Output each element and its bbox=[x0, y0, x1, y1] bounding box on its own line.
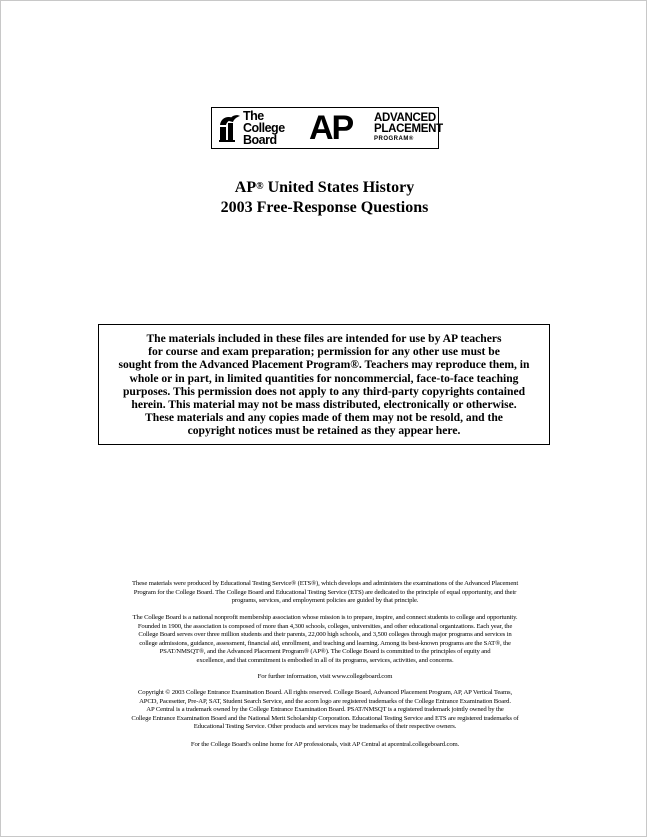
title-registered-mark: ® bbox=[256, 181, 264, 192]
fine-line: AP Central is a trademark owned by the College Entrance Examination Board. PSAT/NMSQT is a registered trademark jointly owned by the bbox=[146, 706, 504, 714]
fine-line: The College Board is a national nonprofit membership association whose mission is to prepare, inspire, and connect students to college and opportunity. bbox=[132, 614, 518, 621]
college-board-paragraph bbox=[99, 614, 551, 666]
fine-line: PSAT/NMSQT®, and the Advanced Placement Program® (AP®). The College Board is committed to the principles of equity and bbox=[159, 648, 491, 656]
ets-paragraph bbox=[99, 580, 551, 606]
fine-line: Educational Testing Service. Other products and services may be trademarks of their respective owners. bbox=[193, 723, 457, 731]
ap-word-placement: PLACEMENT bbox=[374, 123, 443, 135]
title-ap: AP bbox=[234, 179, 257, 196]
fine-line: These materials were produced by Educational Testing Service® (ETS®), which develops and administers the examinations of the Advanced Placement bbox=[131, 580, 519, 587]
fine-line: College Board serves over three million students and their parents, 22,000 high schools, and 3,500 colleges through major programs and services in bbox=[138, 631, 512, 639]
usage-notice-box bbox=[98, 324, 550, 445]
acorn-icon bbox=[217, 113, 241, 143]
college-board-wordmark bbox=[243, 110, 305, 146]
fine-line: Program for the College Board. The College Board and Educational Testing Service (ETS) are dedicated to the principle of equal opportunity, and their bbox=[133, 588, 517, 596]
notice-line: sought from the Advanced Placement Program®. Teachers may reproduce them, in bbox=[118, 358, 530, 372]
ap-word-program: PROGRAM® bbox=[374, 136, 414, 142]
copyright-paragraph bbox=[99, 689, 551, 732]
notice-line: copyright notices must be retained as they appear here. bbox=[187, 424, 461, 438]
logo-line-the: The bbox=[243, 109, 264, 123]
fine-line: programs, services, and employment policies are guided by that principle. bbox=[231, 597, 419, 605]
logo-line-college: College bbox=[243, 121, 285, 135]
ap-word-advanced: ADVANCED bbox=[374, 112, 436, 124]
document-title bbox=[1, 178, 647, 198]
college-board-ap-logo bbox=[211, 107, 443, 149]
notice-line: for course and exam preparation; permission for any other use must be bbox=[148, 345, 500, 359]
notice-line: herein. This material may not be mass distributed, electronically or otherwise. bbox=[131, 398, 517, 412]
fine-line: excellence, and that commitment is embodied in all of its programs, services, activities, and concerns. bbox=[196, 656, 454, 664]
ap-central-line: For the College Board's online home for AP professionals, visit AP Central at apcentral.collegeboard.com. bbox=[190, 741, 460, 748]
notice-line: These materials and any copies made of them may not be resold, and the bbox=[145, 411, 503, 425]
title-subject: United States History bbox=[263, 179, 415, 196]
notice-line: whole or in part, in limited quantities for noncommercial, face-to-face teaching bbox=[129, 371, 519, 385]
notice-line: The materials included in these files are intended for use by AP teachers bbox=[146, 332, 502, 345]
fine-line: APCD, Pacesetter, Pre-AP, SAT, Student Search Service, and the acorn logo are registered trademarks of the College Entrance Examination Board. bbox=[139, 697, 511, 705]
document-subtitle: 2003 Free-Response Questions bbox=[220, 199, 429, 216]
logo-line-board: Board bbox=[243, 133, 277, 147]
fine-line: Founded in 1900, the association is composed of more than 4,300 schools, colleges, universities, and other educational organizations. Each year, the bbox=[137, 622, 513, 630]
ap-letters: AP bbox=[309, 109, 353, 147]
fine-line: college admissions, guidance, assessment, financial aid, enrollment, and teaching and learning. Among its best-known programs are the SAT®, the bbox=[139, 639, 511, 647]
fine-line: College Entrance Examination Board and the National Merit Scholarship Corporation. Educational Testing Service and ETS are registered trademarks of bbox=[131, 714, 519, 722]
ap-program-wordmark bbox=[374, 112, 443, 143]
further-info-line: For further information, visit www.collegeboard.com bbox=[257, 673, 393, 680]
fine-line: Copyright © 2003 College Entrance Examination Board. All rights reserved. College Board, Advanced Placement Program, AP, AP Vertical Teams, bbox=[137, 689, 513, 696]
notice-line: purposes. This permission does not apply to any third-party copyrights contained bbox=[122, 384, 526, 398]
